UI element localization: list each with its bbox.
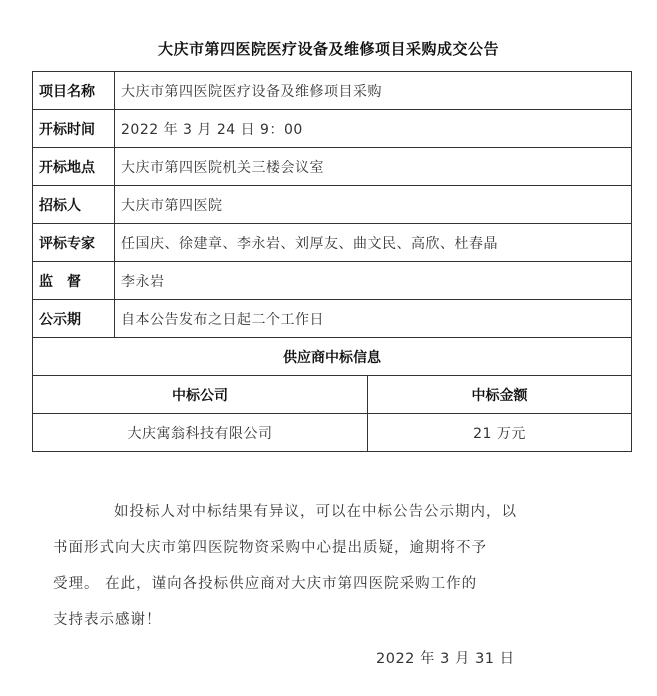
row-tenderer — [33, 186, 632, 224]
row-project-name — [33, 72, 632, 110]
notice-paragraph — [53, 494, 580, 638]
value-experts: 任国庆、徐建章、李永岩、刘厚友、曲文民、高欣、杜春晶 — [115, 224, 632, 262]
label-opening-location: 开标地点 — [33, 148, 115, 186]
value-tenderer: 大庆市第四医院 — [115, 186, 632, 224]
column-header-amount: 中标金额 — [368, 376, 632, 414]
notice-line-1: 如投标人对中标结果有异议，可以在中标公告公示期内，以 — [114, 504, 517, 520]
row-experts — [33, 224, 632, 262]
supplier-section-heading: 供应商中标信息 — [33, 338, 632, 376]
notice-line-2: 书面形式向大庆市第四医院物资采购中心提出质疑，逾期将不予 — [53, 540, 487, 556]
column-header-company: 中标公司 — [33, 376, 368, 414]
row-supplier-values — [33, 414, 632, 452]
value-supervisor: 李永岩 — [115, 262, 632, 300]
value-opening-time: 2022 年 3 月 24 日 9：00 — [115, 110, 632, 148]
label-project-name: 项目名称 — [33, 72, 115, 110]
notice-line-3: 受理。 在此，谨向各投标供应商对大庆市第四医院采购工作的 — [53, 576, 478, 592]
value-project-name: 大庆市第四医院医疗设备及维修项目采购 — [115, 72, 632, 110]
winning-company: 大庆寓翁科技有限公司 — [33, 414, 368, 452]
label-supervisor: 监 督 — [33, 262, 115, 300]
notice-line-4: 支持表示感谢！ — [53, 612, 162, 628]
row-supplier-heading — [33, 338, 632, 376]
announcement-table — [32, 71, 632, 452]
row-supplier-columns — [33, 376, 632, 414]
label-tenderer: 招标人 — [33, 186, 115, 224]
value-publicity-period: 自本公告发布之日起二个工作日 — [115, 300, 632, 338]
announcement-date: 2022 年 3 月 31 日 — [376, 651, 515, 667]
row-opening-location — [33, 148, 632, 186]
row-publicity-period — [33, 300, 632, 338]
winning-amount: 21 万元 — [368, 414, 632, 452]
value-opening-location: 大庆市第四医院机关三楼会议室 — [115, 148, 632, 186]
label-opening-time: 开标时间 — [33, 110, 115, 148]
page-title: 大庆市第四医院医疗设备及维修项目采购成交公告 — [157, 40, 499, 58]
label-experts: 评标专家 — [33, 224, 115, 262]
label-publicity-period: 公示期 — [33, 300, 115, 338]
row-opening-time — [33, 110, 632, 148]
row-supervisor — [33, 262, 632, 300]
